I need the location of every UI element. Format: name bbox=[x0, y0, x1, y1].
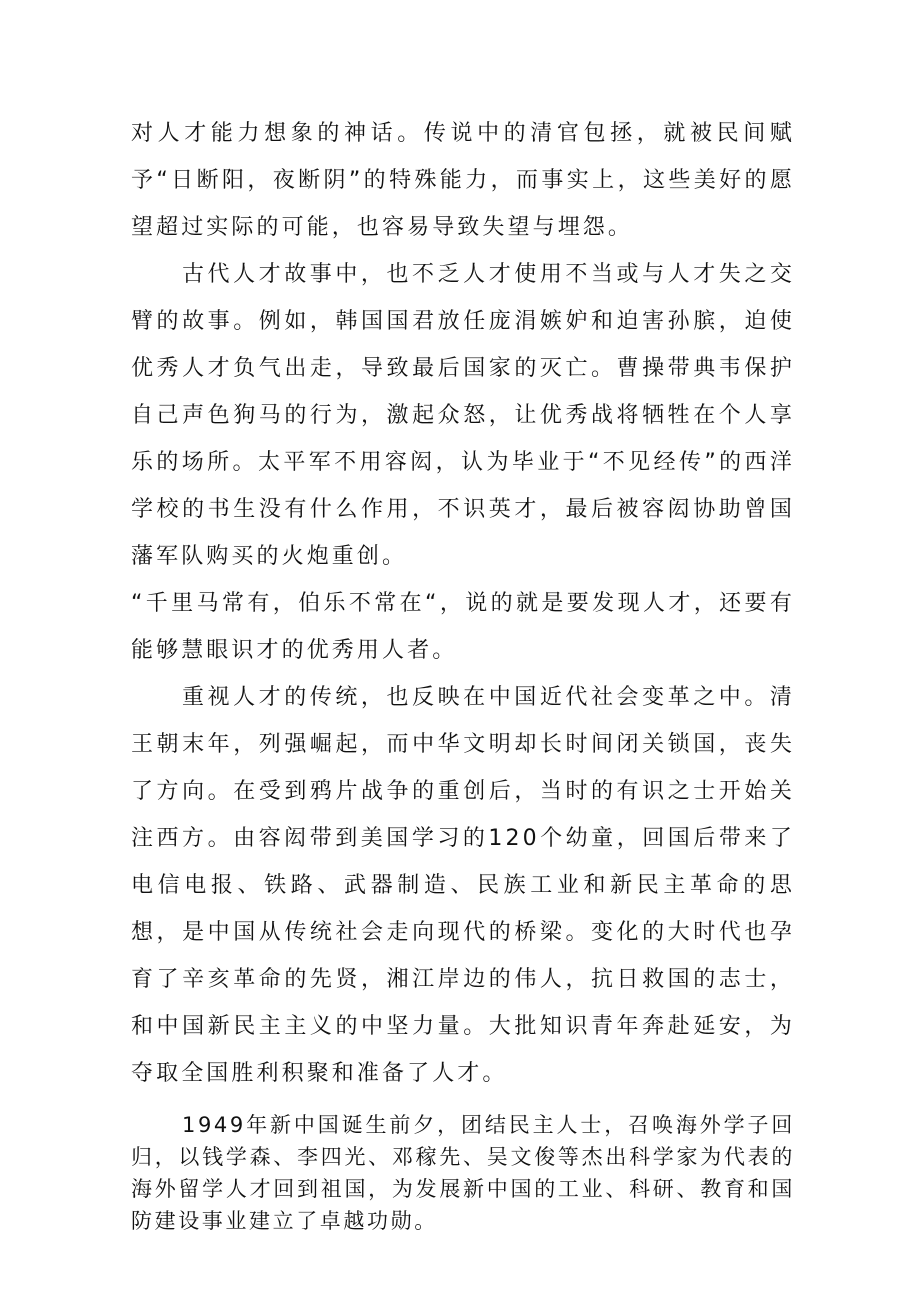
document-body bbox=[131, 110, 795, 1258]
paragraph-bole-quote: “千里马常有，伯乐不常在“，说的就是要发现人才，还要有能够慧眼识才的优秀用人者。 bbox=[131, 591, 795, 663]
paragraph-modern-reform: 重视人才的传统，也反映在中国近代社会变革之中。清王朝末年，列强崛起，而中华文明却长时间闭关锁国，丧失了方向。在受到鸦片战争的重创后，当时的有识之士开始关注西方。由容闳带到美国学习的120个幼童，回国后带来了电信电报、铁路、武器制造、民族工业和新民主革命的思想，是中国从传统社会走向现代的桥梁。变化的大时代也孕育了辛亥革命的先贤，湘江岸边的伟人，抗日救国的志士，和中国新民主主义的中坚力量。大批知识青年奔赴延安，为夺取全国胜利积聚和准备了人才。 bbox=[131, 685, 795, 1086]
paragraph-ancient-talent-stories: 古代人才故事中，也不乏人才使用不当或与人才失之交臂的故事。例如，韩国国君放任庞涓嫉妒和迫害孙膑，迫使优秀人才负气出走，导致最后国家的灭亡。曹操带典韦保护自己声色狗马的行为，激起众怒，让优秀战将牺牲在个人享乐的场所。太平军不用容闳，认为毕业于“不见经传”的西洋学校的书生没有什么作用，不识英才，最后被容闳协助曾国藩军队购买的火炮重创。 bbox=[131, 262, 795, 569]
paragraph-new-china-1949: 1949年新中国诞生前夕，团结民主人士，召唤海外学子回归，以钱学森、李四光、邓稼先、吴文俊等杰出科学家为代表的海外留学人才回到祖国，为发展新中国的工业、科研、教育和国防建设事业建立了卓越功勋。 bbox=[131, 1113, 795, 1233]
paragraph-continued: 对人才能力想象的神话。传说中的清官包拯，就被民间赋予“日断阳，夜断阴”的特殊能力，而事实上，这些美好的愿望超过实际的可能，也容易导致失望与埋怨。 bbox=[131, 121, 795, 240]
